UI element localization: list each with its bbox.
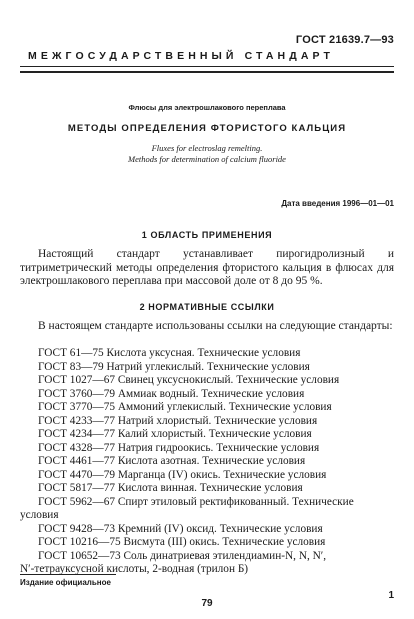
section-2-intro: В настоящем стандарте использованы ссылки на следующие стандарты: bbox=[38, 320, 393, 332]
reference-item: ГОСТ 10216—75 Висмута (III) окись. Технические условия bbox=[38, 536, 326, 548]
reference-item: ГОСТ 10652—73 Соль динатриевая этилендиамин-N, N, N′, bbox=[38, 549, 327, 562]
reference-item-continuation: условия bbox=[20, 509, 59, 521]
reference-item: ГОСТ 3770—75 Аммоний углекислый. Технические условия bbox=[38, 401, 332, 413]
english-title-line-2: Methods for determination of calcium fluoride bbox=[128, 154, 286, 164]
reference-item: ГОСТ 4328—77 Натрия гидроокись. Технические условия bbox=[38, 441, 320, 454]
reference-item: ГОСТ 4470—79 Марганца (IV) окись. Технические условия bbox=[38, 468, 327, 481]
reference-item: ГОСТ 83—79 Натрий углекислый. Технические условия bbox=[38, 360, 310, 373]
effective-date: Дата введения 1996—01—01 bbox=[281, 199, 394, 208]
reference-item: ГОСТ 1027—67 Свинец уксуснокислый. Технические условия bbox=[38, 374, 340, 386]
reference-item: ГОСТ 4234—77 Калий хлористый. Технические условия bbox=[38, 428, 312, 440]
reference-list bbox=[20, 347, 394, 577]
section-1-text: Настоящий стандарт устанавливает пирогидролизный и титриметрический методы определения фтористого кальция в флюсах для электрошлакового переплава при массовой доле от 8 до 95 %. bbox=[20, 248, 394, 287]
english-title-line-1: Fluxes for electroslag remelting. bbox=[151, 143, 263, 153]
reference-item-continuation: N′-тетрауксусной кислоты, 2-водная (трилон Б) bbox=[20, 563, 249, 575]
document-subject: Флюсы для электрошлакового переплава bbox=[128, 103, 286, 112]
reference-item: ГОСТ 4461—77 Кислота азотная. Технические условия bbox=[38, 455, 306, 467]
reference-item: ГОСТ 9428—73 Кремний (IV) оксид. Технические условия bbox=[38, 522, 323, 535]
gost-number: ГОСТ 21639.7—93 bbox=[295, 34, 394, 46]
interstate-standard-heading: МЕЖГОСУДАРСТВЕННЫЙ СТАНДАРТ bbox=[28, 50, 334, 62]
reference-item: ГОСТ 3760—79 Аммиак водный. Технические условия bbox=[38, 387, 305, 400]
page-number: 79 bbox=[201, 598, 213, 609]
sheet-mark: 1 bbox=[388, 590, 394, 601]
footer-rule bbox=[20, 574, 116, 575]
official-edition-label: Издание официальное bbox=[20, 578, 111, 587]
section-2-heading: 2 НОРМАТИВНЫЕ ССЫЛКИ bbox=[139, 302, 275, 312]
reference-item: ГОСТ 61—75 Кислота уксусная. Технические условия bbox=[38, 347, 301, 359]
section-1-heading: 1 ОБЛАСТЬ ПРИМЕНЕНИЯ bbox=[141, 230, 273, 240]
reference-item: ГОСТ 5817—77 Кислота винная. Технические условия bbox=[38, 482, 303, 494]
header-rule-thin bbox=[20, 66, 394, 67]
reference-item: ГОСТ 4233—77 Натрий хлористый. Технические условия bbox=[38, 414, 318, 427]
reference-item: ГОСТ 5962—67 Спирт этиловый ректификованный. Технические bbox=[38, 495, 354, 508]
document-title: МЕТОДЫ ОПРЕДЕЛЕНИЯ ФТОРИСТОГО КАЛЬЦИЯ bbox=[67, 123, 347, 134]
header-rule-thick bbox=[20, 71, 394, 73]
